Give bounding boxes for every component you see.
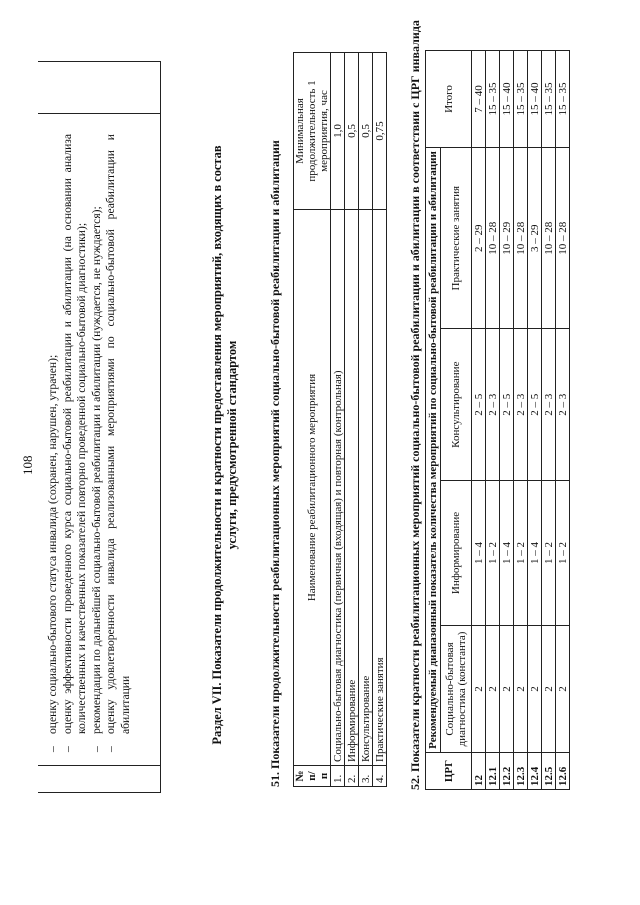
table-row: 12.2 2 1 – 4 2 – 5 10 – 29 15 – 40 — [500, 51, 514, 790]
table-column-line — [38, 113, 160, 114]
bullet-list — [46, 134, 134, 754]
frequency-table — [425, 50, 570, 790]
table-row: 12 2 1 – 4 2 – 5 2 – 29 7 – 40 — [472, 51, 486, 790]
column-header: Практические занятия — [441, 148, 472, 329]
table-row: 1. Социально-бытовая диагностика (первичная (входящая) и повторная (контрольная) 1,0 — [331, 53, 345, 787]
table-row: 12.5 2 1 – 2 2 – 3 10 – 28 15 – 35 — [542, 51, 556, 790]
table-row: 12.1 2 1 – 2 2 – 3 10 – 28 15 – 35 — [486, 51, 500, 790]
column-header: Информирование — [441, 481, 472, 626]
table-52-title: 52. Показатели кратности реабилитационных мероприятий социально-бытовой реабилитации и абилитации в соответствии с ЦРГ инвалида — [408, 20, 422, 790]
table-row: 2. Информирование 0,5 — [345, 53, 359, 787]
table-row: 12.3 2 1 – 2 2 – 3 10 – 28 15 – 35 — [514, 51, 528, 790]
list-item: – оценку социально-бытового статуса инвалида (сохранен, нарушен, утрачен); — [46, 354, 59, 752]
column-header: Социально-бытовая диагностика (константа) — [441, 626, 472, 753]
table-column-line — [38, 765, 160, 766]
list-item: – рекомендации по дальнейшей социально-бытовой реабилитации и абилитации (нуждается, не нуждается); — [89, 206, 103, 752]
table-row: 4. Практические занятия 0,75 — [373, 53, 387, 787]
table-51-title: 51. Показатели продолжительности реабилитационных мероприятий социально-бытовой реабилитации и абилитации — [268, 140, 282, 787]
column-header: ЦРГ — [426, 753, 472, 790]
table-row: 3. Консультирование 0,5 — [359, 53, 373, 787]
column-header: Итого — [426, 51, 472, 148]
table-row: 12.6 2 1 – 2 2 – 3 10 – 28 15 – 35 — [556, 51, 570, 790]
list-item: – оценку эффективности проведенного курса социально-бытовой реабилитации и абилитации (на основании анализа количественных и качественных показателей повторно проведенной социально-бытовой диагностики); — [60, 134, 89, 752]
column-header: Минимальная продолжительность 1 мероприятия, час — [294, 53, 331, 210]
column-header-group: Рекомендуемый диапазонный показатель количества мероприятий по социально-бытовой реабилитации и абилитации — [426, 148, 441, 753]
list-item: – оценку удовлетворенности инвалида реализованными мероприятиями по социально-бытовой реабилитации и абилитации — [104, 134, 132, 752]
section-heading: Раздел VII. Показатели продолжительности и кратности предоставления мероприятий, входящих в состав услуги, предусмотренной стандартом — [210, 145, 239, 745]
column-header: Консультирование — [441, 329, 472, 481]
column-header: № п/п — [294, 766, 331, 787]
page-number: 108 — [20, 455, 35, 475]
duration-table — [293, 52, 387, 787]
continued-table-fragment — [38, 61, 161, 793]
table-row: 12.4 2 1 – 4 2 – 5 3 – 29 15 – 40 — [528, 51, 542, 790]
column-header: Наименование реабилитационного мероприятия — [294, 210, 331, 766]
